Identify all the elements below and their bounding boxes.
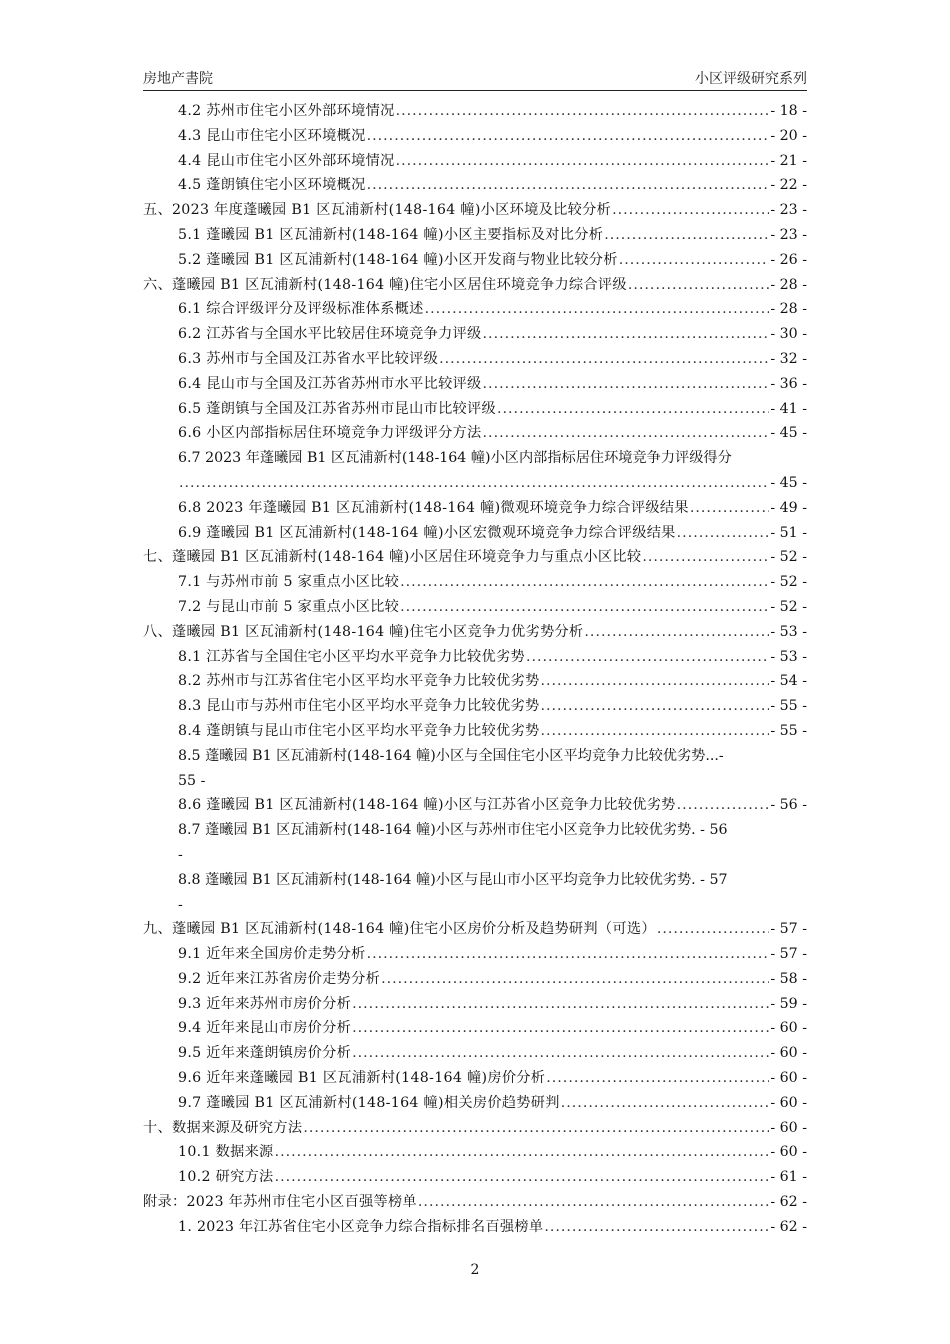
toc-page-number: - 49 - — [770, 499, 807, 516]
toc-entry[interactable] — [143, 223, 807, 248]
toc-entry-title: 7.1 与苏州市前 5 家重点小区比较 — [178, 574, 400, 591]
toc-dot-leader — [400, 570, 769, 595]
toc-entry-title: 4.5 蓬朗镇住宅小区环境概况 — [178, 177, 366, 194]
toc-entry-title: 6.5 蓬朗镇与全国及江苏省苏州市昆山市比较评级 — [178, 400, 497, 417]
toc-entry[interactable] — [143, 669, 807, 694]
toc-dot-leader — [544, 1215, 769, 1240]
toc-dot-leader — [604, 223, 769, 248]
header-right: 小区评级研究系列 — [695, 71, 807, 87]
toc-entry-title: 4.4 昆山市住宅小区外部环境情况 — [178, 152, 395, 169]
toc-page-number: - 53 - — [770, 623, 807, 640]
toc-entry-title: 9.2 近年来江苏省房价走势分析 — [178, 970, 381, 987]
toc-page-number: - 52 - — [770, 598, 807, 615]
toc-dot-leader — [396, 149, 770, 174]
table-of-contents — [143, 99, 807, 1240]
toc-page-number: - 26 - — [770, 251, 807, 268]
toc-page-number: - 55 - — [770, 698, 807, 715]
toc-page-number: - 60 - — [770, 1020, 807, 1037]
toc-entry-title: 6.2 江苏省与全国水平比较居住环境竞争力评级 — [178, 326, 482, 343]
page-number: 2 — [470, 1262, 480, 1278]
toc-dot-leader — [561, 1091, 770, 1116]
toc-page-number: - 22 - — [770, 177, 807, 194]
toc-dot-leader — [439, 347, 769, 372]
toc-dot-leader — [483, 322, 770, 347]
toc-entry[interactable] — [143, 967, 807, 992]
toc-dot-leader — [400, 595, 769, 620]
toc-dot-leader — [367, 173, 770, 198]
toc-page-number: - 52 - — [770, 549, 807, 566]
toc-dot-leader — [352, 992, 769, 1017]
toc-entry-title: 1. 2023 年江苏省住宅小区竞争力综合指标排名百强榜单 — [178, 1218, 544, 1235]
toc-entry-title: 八、蓬曦园 B1 区瓦浦新村(148-164 幢)住宅小区竞争力优劣势分析 — [143, 623, 584, 640]
toc-dot-leader — [367, 942, 770, 967]
toc-entry[interactable] — [143, 273, 807, 298]
toc-entry[interactable] — [143, 917, 807, 942]
toc-entry-leader[interactable] — [143, 471, 807, 496]
toc-dot-leader — [541, 669, 770, 694]
toc-entry[interactable] — [143, 149, 807, 174]
toc-page-number: - 30 - — [770, 326, 807, 343]
toc-entry-title: 9.7 蓬曦园 B1 区瓦浦新村(148-164 幢)相关房价趋势研判 — [178, 1094, 560, 1111]
toc-dot-leader — [425, 297, 770, 322]
toc-entry[interactable] — [143, 1066, 807, 1091]
toc-page-number: - 45 - — [770, 425, 807, 442]
toc-page-number: - 20 - — [770, 127, 807, 144]
toc-entry-title: 6.8 2023 年蓬曦园 B1 区瓦浦新村(148-164 幢)微观环境竞争力综合评级结果 — [178, 499, 689, 516]
toc-entry[interactable] — [143, 570, 807, 595]
toc-dot-leader — [396, 99, 770, 124]
toc-entry-title: 8.3 昆山市与苏州市住宅小区平均水平竞争力比较优劣势 — [178, 698, 540, 715]
toc-entry[interactable] — [143, 719, 807, 744]
toc-page-number: 55 - — [178, 772, 206, 789]
toc-entry[interactable] — [143, 595, 807, 620]
toc-entry-title: 5.1 蓬曦园 B1 区瓦浦新村(148-164 幢)小区主要指标及对比分析 — [178, 226, 604, 243]
toc-dot-leader — [179, 471, 769, 496]
toc-page-number: - — [178, 896, 183, 913]
toc-entry-title: 七、蓬曦园 B1 区瓦浦新村(148-164 幢)小区居住环境竞争力与重点小区比较 — [143, 549, 642, 566]
toc-page-number: - 51 - — [770, 524, 807, 541]
toc-entry-title: 4.3 昆山市住宅小区环境概况 — [178, 127, 366, 144]
toc-entry[interactable] — [143, 1165, 807, 1190]
toc-dot-leader — [541, 719, 770, 744]
toc-page-number: - 21 - — [770, 152, 807, 169]
toc-entry-title: 6.4 昆山市与全国及江苏省苏州市水平比较评级 — [178, 375, 482, 392]
toc-page-number: - 23 - — [770, 202, 807, 219]
toc-entry[interactable] — [143, 942, 807, 967]
toc-page-number: - — [178, 846, 183, 863]
toc-dot-leader — [352, 1016, 769, 1041]
toc-entry[interactable] — [143, 322, 807, 347]
toc-entry-title: 7.2 与昆山市前 5 家重点小区比较 — [178, 598, 400, 615]
toc-page-number: - 60 - — [770, 1070, 807, 1087]
toc-entry-title: 10.2 研究方法 — [178, 1169, 274, 1186]
toc-page-number: - 28 - — [770, 276, 807, 293]
toc-page-number: - 45 - — [770, 474, 807, 491]
toc-page-number: - 41 - — [770, 400, 807, 417]
toc-entry-title: 9.3 近年来苏州市房价分析 — [178, 995, 352, 1012]
toc-entry-title: 九、蓬曦园 B1 区瓦浦新村(148-164 幢)住宅小区房价分析及趋势研判（可选） — [143, 921, 656, 938]
toc-dot-leader — [642, 545, 769, 570]
toc-entry-title: 8.4 蓬朗镇与昆山市住宅小区平均水平竞争力比较优劣势 — [178, 722, 540, 739]
toc-entry-title: 9.4 近年来昆山市房价分析 — [178, 1020, 352, 1037]
toc-page-number: - 52 - — [770, 574, 807, 591]
toc-entry-title: 6.1 综合评级评分及评级标准体系概述 — [178, 301, 424, 318]
toc-entry[interactable] — [143, 198, 807, 223]
toc-page-number: - 60 - — [770, 1119, 807, 1136]
toc-page-number: - 59 - — [770, 995, 807, 1012]
toc-page-number: - 32 - — [770, 350, 807, 367]
toc-dot-leader — [657, 917, 769, 942]
toc-entry-title: 6.9 蓬曦园 B1 区瓦浦新村(148-164 幢)小区宏微观环境竞争力综合评级结果 — [178, 524, 676, 541]
toc-entry-title: 六、蓬曦园 B1 区瓦浦新村(148-164 幢)住宅小区居住环境竞争力综合评级 — [143, 276, 627, 293]
toc-dot-leader — [677, 521, 770, 546]
toc-entry[interactable] — [143, 1215, 807, 1240]
toc-dot-leader — [526, 645, 769, 670]
toc-entry-title: 9.1 近年来全国房价走势分析 — [178, 946, 366, 963]
toc-entry-title: 9.6 近年来蓬曦园 B1 区瓦浦新村(148-164 幢)房价分析 — [178, 1070, 546, 1087]
toc-entry-title: 10.1 数据来源 — [178, 1144, 274, 1161]
toc-entry[interactable] — [143, 297, 807, 322]
toc-entry[interactable] — [143, 1041, 807, 1066]
toc-dot-leader — [381, 967, 769, 992]
toc-dot-leader — [541, 694, 770, 719]
toc-dot-leader — [584, 620, 769, 645]
toc-entry-title: 9.5 近年来蓬朗镇房价分析 — [178, 1045, 352, 1062]
toc-dot-leader — [546, 1066, 769, 1091]
toc-entry[interactable] — [143, 545, 807, 570]
toc-entry-title: 6.3 苏州市与全国及江苏省水平比较评级 — [178, 350, 439, 367]
toc-entry[interactable] — [143, 496, 807, 521]
toc-page-number: - 54 - — [770, 673, 807, 690]
toc-page-number: - 23 - — [770, 226, 807, 243]
toc-entry-title: 5.2 蓬曦园 B1 区瓦浦新村(148-164 幢)小区开发商与物业比较分析 — [178, 251, 618, 268]
toc-page-number: - 58 - — [770, 970, 807, 987]
toc-entry[interactable] — [143, 694, 807, 719]
toc-page-number: - 60 - — [770, 1094, 807, 1111]
toc-dot-leader — [483, 421, 770, 446]
toc-page-number: - 61 - — [770, 1169, 807, 1186]
toc-entry[interactable] — [143, 521, 807, 546]
toc-page-number: - 36 - — [770, 375, 807, 392]
toc-entry[interactable] — [143, 620, 807, 645]
toc-dot-leader — [303, 1116, 769, 1141]
toc-entry[interactable] — [143, 124, 807, 149]
toc-entry-title: 十、数据来源及研究方法 — [143, 1119, 303, 1136]
toc-dot-leader — [418, 1190, 769, 1215]
toc-dot-leader — [619, 248, 770, 273]
toc-dot-leader — [628, 273, 769, 298]
toc-entry[interactable] — [143, 1140, 807, 1165]
toc-entry[interactable] — [143, 1190, 807, 1215]
toc-page-number: - 56 - — [770, 797, 807, 814]
toc-dot-leader — [275, 1140, 770, 1165]
toc-entry[interactable] — [143, 793, 807, 818]
toc-entry[interactable] — [143, 372, 807, 397]
toc-entry[interactable] — [143, 173, 807, 198]
toc-page-number: - 62 - — [770, 1194, 807, 1211]
toc-entry[interactable] — [143, 645, 807, 670]
toc-entry[interactable] — [143, 397, 807, 422]
toc-entry[interactable]: 8.5 蓬曦园 B1 区瓦浦新村(148-164 幢)小区与全国住宅小区平均竞争力比较优劣势...- — [178, 747, 724, 764]
toc-page-number: - 60 - — [770, 1045, 807, 1062]
toc-entry-title: 8.1 江苏省与全国住宅小区平均水平竞争力比较优劣势 — [178, 648, 525, 665]
toc-entry[interactable] — [143, 248, 807, 273]
toc-dot-leader — [690, 496, 770, 521]
toc-entry-title: 8.2 苏州市与江苏省住宅小区平均水平竞争力比较优劣势 — [178, 673, 540, 690]
toc-entry[interactable]: 8.7 蓬曦园 B1 区瓦浦新村(148-164 幢)小区与苏州市住宅小区竞争力比较优劣势. - 56 — [178, 822, 728, 839]
toc-dot-leader — [677, 793, 770, 818]
toc-entry[interactable] — [143, 1016, 807, 1041]
toc-entry-title: 8.6 蓬曦园 B1 区瓦浦新村(148-164 幢)小区与江苏省小区竞争力比较优劣势 — [178, 797, 676, 814]
toc-entry-title: 五、2023 年度蓬曦园 B1 区瓦浦新村(148-164 幢)小区环境及比较分析 — [143, 202, 612, 219]
toc-entry[interactable]: 8.8 蓬曦园 B1 区瓦浦新村(148-164 幢)小区与昆山市小区平均竞争力比较优劣势. - 57 — [178, 871, 728, 888]
toc-entry[interactable] — [143, 992, 807, 1017]
toc-entry[interactable] — [143, 1116, 807, 1141]
toc-page-number: - 57 - — [770, 946, 807, 963]
toc-page-number: - 57 - — [770, 921, 807, 938]
toc-dot-leader — [483, 372, 770, 397]
toc-page-number: - 60 - — [770, 1144, 807, 1161]
toc-dot-leader — [352, 1041, 769, 1066]
toc-dot-leader — [367, 124, 770, 149]
toc-page-number: - 28 - — [770, 301, 807, 318]
toc-page-number: - 18 - — [770, 103, 807, 119]
toc-page-number: - 62 - — [770, 1218, 807, 1235]
toc-entry-title: 附录：2023 年苏州市住宅小区百强等榜单 — [143, 1194, 417, 1211]
toc-dot-leader — [275, 1165, 770, 1190]
toc-entry[interactable] — [143, 99, 807, 124]
toc-dot-leader — [612, 198, 769, 223]
toc-page-number: - 55 - — [770, 722, 807, 739]
toc-entry[interactable] — [143, 1091, 807, 1116]
toc-entry[interactable] — [143, 421, 807, 446]
toc-dot-leader — [497, 397, 769, 422]
toc-entry-title: 6.6 小区内部指标居住环境竞争力评级评分方法 — [178, 425, 482, 442]
toc-entry-title[interactable]: 6.7 2023 年蓬曦园 B1 区瓦浦新村(148-164 幢)小区内部指标居住环境竞争力评级得分 — [178, 450, 732, 467]
header-left: 房地产書院 — [143, 71, 213, 87]
toc-page-number: - 53 - — [770, 648, 807, 665]
page-header — [143, 66, 807, 91]
toc-entry-title: 4.2 苏州市住宅小区外部环境情况 — [178, 103, 395, 119]
toc-entry[interactable] — [143, 347, 807, 372]
